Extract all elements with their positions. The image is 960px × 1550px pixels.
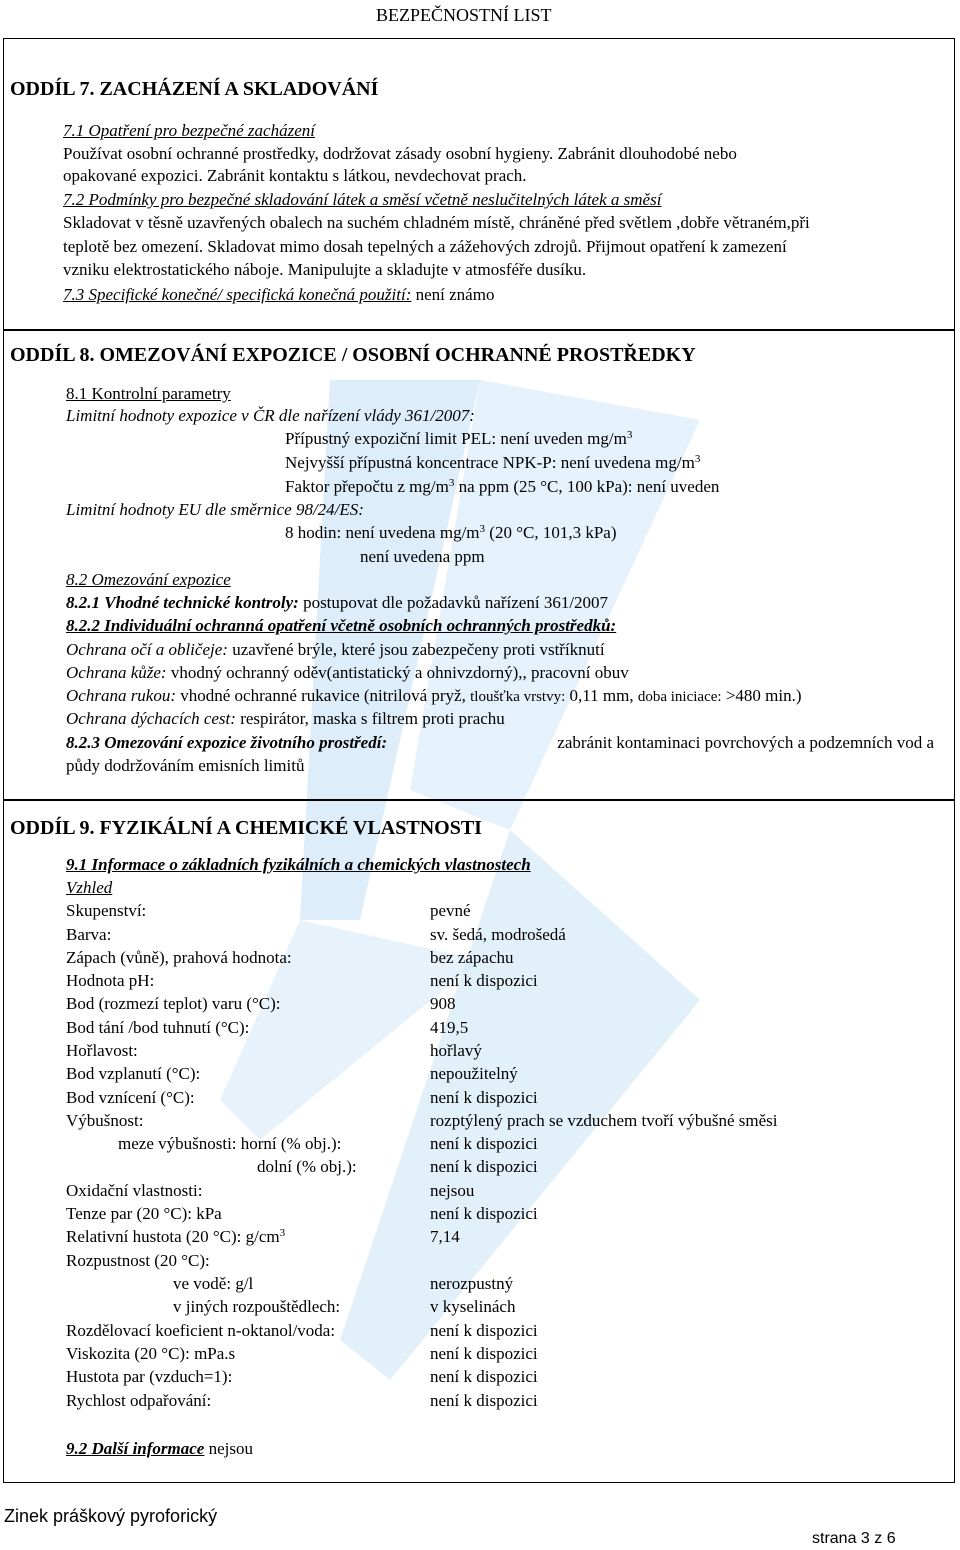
faktor-text-a: Faktor přepočtu z mg/m: [285, 477, 449, 496]
property-value: nerozpustný: [430, 1274, 514, 1293]
property-value: pevné: [430, 901, 471, 920]
respiratory-protection-value: respirátor, maska s filtrem proti prachu: [235, 709, 505, 728]
skin-protection-label: Ochrana kůže:: [66, 663, 167, 682]
property-label: [66, 1110, 143, 1132]
property-label-text: Bod tání /bod tuhnutí (°C):: [66, 1018, 250, 1037]
property-value: není k dispozici: [430, 1344, 538, 1363]
property-label-text: Viskozita (20 °C): mPa.s: [66, 1344, 236, 1363]
property-label-text: Rozpustnost (20 °C):: [66, 1251, 210, 1270]
property-value: není k dispozici: [430, 971, 538, 990]
eyes-protection-value: uzavřené brýle, které jsou zabezpečeny proti vstříknutí: [227, 640, 605, 659]
property-label: [66, 993, 281, 1015]
eyes-protection-label: Ochrana očí a obličeje:: [66, 640, 228, 659]
property-label: [173, 1296, 340, 1318]
pel-text: Přípustný expoziční limit PEL: není uveden mg/m: [285, 429, 627, 448]
property-value: není k dispozici: [430, 1321, 538, 1340]
section-9-title: ODDÍL 9. FYZIKÁLNÍ A CHEMICKÉ VLASTNOSTI: [10, 817, 482, 839]
paragraph-7-2-line-1: Skladovat v těsně uzavřených obalech na suchém chladném místě, chráněné před světlem ,dobře větraném,při: [63, 213, 810, 232]
eu-limits-heading: Limitní hodnoty EU dle směrnice 98/24/ES:: [66, 500, 364, 519]
hands-protection-thickness-label: tloušťka vrstvy:: [470, 689, 566, 705]
subsection-7-3: [63, 284, 494, 306]
appearance-heading: Vzhled: [66, 878, 113, 897]
property-label-text: Hustota par (vzduch=1):: [66, 1367, 233, 1386]
property-label-text: Rozdělovací koeficient n-oktanol/voda:: [66, 1321, 336, 1340]
eu-ppm-line: není uvedena ppm: [360, 547, 485, 566]
property-label: [66, 1180, 202, 1202]
property-label: [66, 1063, 200, 1085]
property-value: nepoužitelný: [430, 1064, 518, 1083]
respiratory-protection-label: Ochrana dýchacích cest:: [66, 709, 236, 728]
document-header-title: BEZPEČNOSTNÍ LIST: [376, 5, 552, 25]
property-value: není k dispozici: [430, 1157, 538, 1176]
skin-protection-value: vhodný ochranný oděv(antistatický a ohnivzdorný),, pracovní obuv: [166, 663, 629, 682]
superscript-3: 3: [279, 1227, 286, 1239]
eu-8h-text-b: (20 °C, 101,3 kPa): [485, 523, 617, 542]
property-label: [66, 1320, 335, 1342]
property-label-text: Oxidační vlastnosti:: [66, 1181, 203, 1200]
subsection-9-2-heading: 9.2 Další informace: [66, 1439, 205, 1458]
subsection-9-1-heading: 9.1 Informace o základních fyzikálních a chemických vlastnostech: [66, 855, 531, 874]
property-value: sv. šedá, modrošedá: [430, 925, 566, 944]
property-label-text: Bod vzplanutí (°C):: [66, 1064, 201, 1083]
property-value: není k dispozici: [430, 1134, 538, 1153]
hands-protection-breakthrough-label: doba iniciace:: [637, 689, 722, 705]
footer-page-number: strana 3 z 6: [812, 1530, 896, 1547]
subsection-9-2-value: nejsou: [204, 1439, 253, 1458]
property-label: [66, 1017, 249, 1039]
property-label: [66, 1040, 138, 1062]
paragraph-7-1-line-1: Používat osobní ochranné prostředky, dodržovat zásady osobní hygieny. Zabránit dlouhodobé nebo: [63, 144, 737, 163]
property-label-text: Bod (rozmezí teplot) varu (°C):: [66, 994, 281, 1013]
property-label: [66, 1250, 210, 1272]
subsection-8-2-2-heading: 8.2.2 Individuální ochranná opatření včetně osobních ochranných prostředků:: [66, 616, 617, 635]
property-label: [66, 1203, 222, 1225]
property-label-text: Hodnota pH:: [66, 971, 155, 990]
property-label: [66, 1390, 211, 1412]
property-label-text: meze výbušnosti: horní (% obj.):: [118, 1134, 342, 1153]
subsection-7-1-heading: 7.1 Opatření pro bezpečné zacházení: [63, 121, 315, 140]
property-label-text: Zápach (vůně), prahová hodnota:: [66, 948, 292, 967]
subsection-8-2-heading: 8.2 Omezování expozice: [66, 570, 231, 589]
property-value: není k dispozici: [430, 1088, 538, 1107]
subsection-9-2: [66, 1438, 253, 1460]
respiratory-protection: [66, 708, 505, 730]
eu-8h-line: [285, 522, 617, 544]
property-label: [118, 1133, 341, 1155]
hands-protection-value-a: vhodné ochranné rukavice (nitrilová pryž,: [176, 686, 471, 705]
paragraph-7-1-line-2: opakované expozici. Zabránit kontaktu s látkou, nevdechovat prach.: [63, 166, 527, 185]
property-value: není k dispozici: [430, 1391, 538, 1410]
superscript-3: 3: [694, 453, 701, 465]
property-value: nejsou: [430, 1181, 475, 1200]
section-8-title: ODDÍL 8. OMEZOVÁNÍ EXPOZICE / OSOBNÍ OCHRANNÉ PROSTŘEDKY: [10, 344, 696, 366]
superscript-3: 3: [479, 523, 486, 535]
section-7-title: ODDÍL 7. ZACHÁZENÍ A SKLADOVÁNÍ: [10, 78, 379, 100]
property-label: [66, 900, 146, 922]
property-value: rozptýlený prach se vzduchem tvoří výbušné směsi: [430, 1111, 778, 1130]
subsection-7-2-heading: 7.2 Podmínky pro bezpečné skladování látek a směsí včetně neslučitelných látek a směsí: [63, 190, 662, 209]
faktor-text-b: na ppm (25 °C, 100 kPa): není uveden: [454, 477, 720, 496]
property-label-text: Výbušnost:: [66, 1111, 144, 1130]
subsection-8-1-heading: 8.1 Kontrolní parametry: [66, 384, 231, 403]
superscript-3: 3: [626, 429, 633, 441]
subsection-8-2-1: [66, 592, 608, 614]
eu-8h-text-a: 8 hodin: není uvedena mg/m: [285, 523, 480, 542]
skin-protection: [66, 662, 629, 684]
property-label-text: v jiných rozpouštědlech:: [173, 1297, 341, 1316]
npk-line: [285, 452, 700, 474]
property-label: [257, 1156, 357, 1178]
hands-protection: [66, 685, 802, 708]
subsection-8-2-3: [66, 732, 934, 754]
subsection-8-2-1-heading: 8.2.1 Vhodné technické kontroly:: [66, 593, 299, 612]
property-label-text: ve vodě: g/l: [173, 1274, 254, 1293]
hands-protection-value-b: 0,11 mm,: [565, 686, 638, 705]
property-value: bez zápachu: [430, 948, 514, 967]
subsection-8-2-1-value: postupovat dle požadavků nařízení 361/2007: [298, 593, 609, 612]
property-label-text: Barva:: [66, 925, 112, 944]
property-label: [66, 1087, 195, 1109]
property-label-text: Relativní hustota (20 °C): g/cm: [66, 1227, 280, 1246]
property-label-text: Rychlost odpařování:: [66, 1391, 212, 1410]
footer-product-name: Zinek práškový pyroforický: [4, 1506, 218, 1526]
property-label-text: Tenze par (20 °C): kPa: [66, 1204, 222, 1223]
hands-protection-value-c: >480 min.): [721, 686, 802, 705]
property-label-text: Hořlavost:: [66, 1041, 138, 1060]
property-label-text: dolní (% obj.):: [257, 1157, 357, 1176]
pel-line: [285, 428, 632, 450]
property-value: hořlavý: [430, 1041, 482, 1060]
subsection-8-2-3-heading: 8.2.3 Omezování expozice životního prostředí:: [66, 733, 388, 752]
npk-text: Nejvyšší přípustná koncentrace NPK-P: není uvedena mg/m: [285, 453, 695, 472]
superscript-3: 3: [448, 477, 455, 489]
paragraph-7-2-line-2: teplotě bez omezení. Skladovat mimo dosah tepelných a zážehových zdrojů. Přijmout opatření k zamezení: [63, 237, 787, 256]
eyes-protection: [66, 639, 605, 661]
property-value: 419,5: [430, 1018, 469, 1037]
subsection-7-3-value: není známo: [411, 285, 495, 304]
paragraph-7-2-line-3: vzniku elektrostatického náboje. Manipulujte a skladujte v atmosféře dusíku.: [63, 260, 587, 279]
property-value: 908: [430, 994, 456, 1013]
subsection-8-2-3-value-line-2: půdy dodržováním emisních limitů: [66, 756, 305, 775]
property-label: [66, 947, 292, 969]
property-label: [66, 970, 154, 992]
property-value: v kyselinách: [430, 1297, 516, 1316]
subsection-8-2-3-value-line-1: zabránit kontaminaci povrchových a podzemních vod a: [557, 733, 934, 752]
property-value: není k dispozici: [430, 1367, 538, 1386]
property-value: není k dispozici: [430, 1204, 538, 1223]
property-label: [173, 1273, 253, 1295]
property-label-text: Skupenství:: [66, 901, 147, 920]
property-label: [66, 1366, 232, 1388]
cz-limits-heading: Limitní hodnoty expozice v ČR dle nařízení vlády 361/2007:: [66, 406, 475, 425]
property-label: [66, 1343, 235, 1365]
property-label: [66, 924, 111, 946]
hands-protection-label: Ochrana rukou:: [66, 686, 177, 705]
property-value: 7,14: [430, 1227, 460, 1246]
property-label: [66, 1226, 285, 1248]
subsection-7-3-heading: 7.3 Specifické konečné/ specifická konečná použití:: [63, 285, 412, 304]
property-label-text: Bod vznícení (°C):: [66, 1088, 195, 1107]
faktor-line: [285, 476, 719, 498]
